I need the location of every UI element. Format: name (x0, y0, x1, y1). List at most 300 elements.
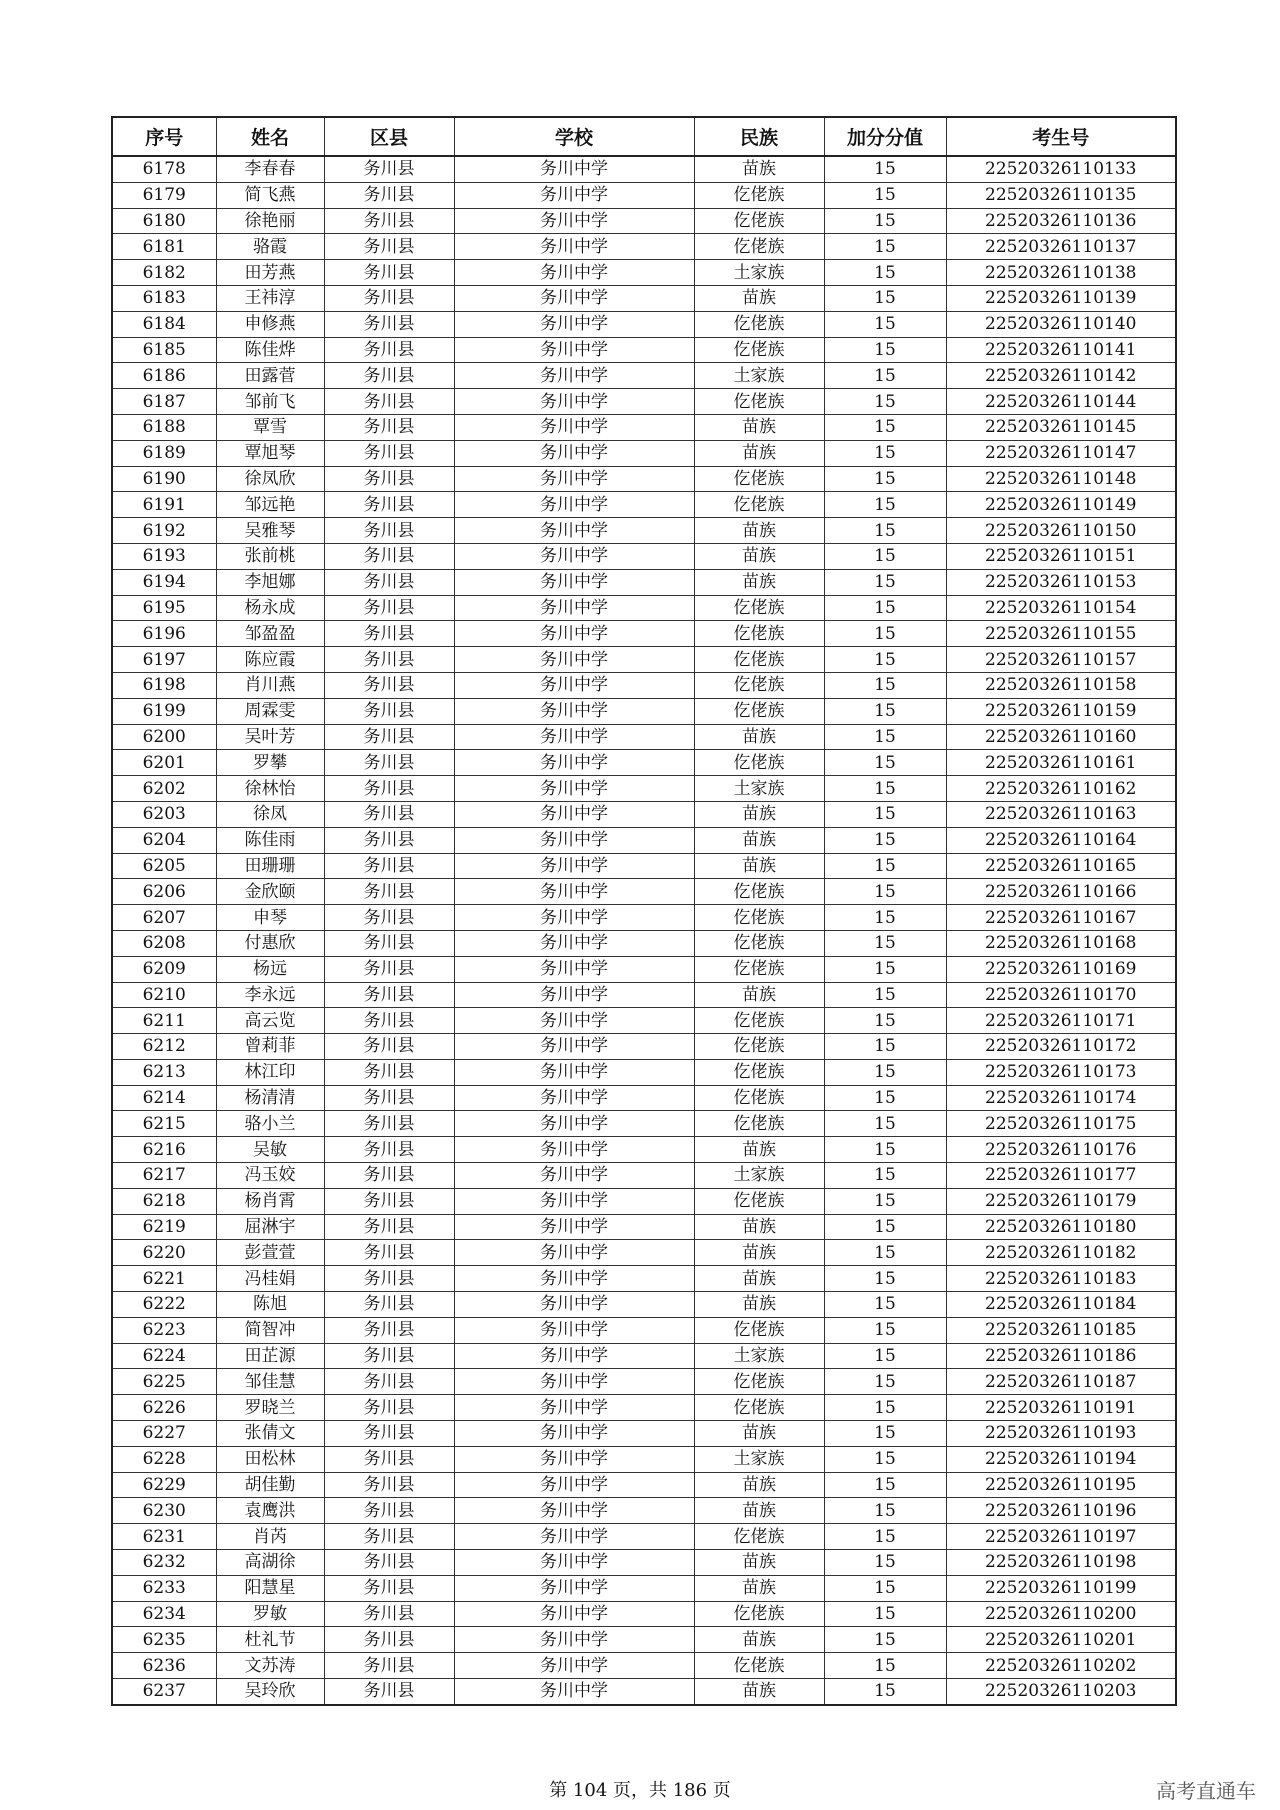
table-row (112, 1575, 1176, 1601)
cell-name: 彭萱萱 (216, 1240, 324, 1266)
cell-exam-id: 22520326110145 (946, 414, 1176, 440)
cell-school: 务川中学 (454, 1292, 694, 1318)
cell-seq: 6200 (112, 724, 216, 750)
cell-exam-id: 22520326110174 (946, 1085, 1176, 1111)
cell-name: 吴雅琴 (216, 518, 324, 544)
cell-seq: 6231 (112, 1524, 216, 1550)
cell-name: 覃雪 (216, 414, 324, 440)
cell-bonus: 15 (824, 1498, 946, 1524)
cell-name: 李春春 (216, 156, 324, 182)
cell-bonus: 15 (824, 1627, 946, 1653)
table-row (112, 569, 1176, 595)
cell-name: 陈佳烨 (216, 337, 324, 363)
table-row (112, 1266, 1176, 1292)
cell-name: 杨肖霄 (216, 1188, 324, 1214)
cell-seq: 6210 (112, 982, 216, 1008)
cell-exam-id: 22520326110172 (946, 1034, 1176, 1060)
cell-name: 申修燕 (216, 311, 324, 337)
cell-bonus: 15 (824, 956, 946, 982)
cell-exam-id: 22520326110167 (946, 905, 1176, 931)
cell-exam-id: 22520326110200 (946, 1601, 1176, 1627)
cell-exam-id: 22520326110187 (946, 1369, 1176, 1395)
cell-bonus: 15 (824, 285, 946, 311)
candidate-table (111, 116, 1177, 1706)
cell-bonus: 15 (824, 389, 946, 415)
cell-bonus: 15 (824, 543, 946, 569)
cell-name: 骆小兰 (216, 1111, 324, 1137)
cell-seq: 6206 (112, 879, 216, 905)
table-row (112, 982, 1176, 1008)
cell-seq: 6215 (112, 1111, 216, 1137)
cell-school: 务川中学 (454, 1266, 694, 1292)
cell-name: 阳慧星 (216, 1575, 324, 1601)
cell-school: 务川中学 (454, 595, 694, 621)
cell-ethnicity: 仡佬族 (694, 389, 824, 415)
cell-school: 务川中学 (454, 414, 694, 440)
table-row (112, 1292, 1176, 1318)
header-row (112, 117, 1176, 156)
cell-ethnicity: 苗族 (694, 285, 824, 311)
table-row (112, 1034, 1176, 1060)
cell-seq: 6186 (112, 363, 216, 389)
cell-name: 袁鹰洪 (216, 1498, 324, 1524)
cell-name: 张前桃 (216, 543, 324, 569)
cell-name: 徐艳丽 (216, 208, 324, 234)
cell-ethnicity: 苗族 (694, 543, 824, 569)
cell-school: 务川中学 (454, 1188, 694, 1214)
cell-school: 务川中学 (454, 285, 694, 311)
cell-name: 邹前飞 (216, 389, 324, 415)
cell-school: 务川中学 (454, 1240, 694, 1266)
cell-exam-id: 22520326110155 (946, 621, 1176, 647)
cell-school: 务川中学 (454, 1575, 694, 1601)
cell-school: 务川中学 (454, 776, 694, 802)
cell-exam-id: 22520326110148 (946, 466, 1176, 492)
cell-bonus: 15 (824, 1085, 946, 1111)
cell-exam-id: 22520326110159 (946, 698, 1176, 724)
cell-ethnicity: 仡佬族 (694, 647, 824, 673)
cell-seq: 6214 (112, 1085, 216, 1111)
cell-county: 务川县 (324, 1369, 454, 1395)
cell-school: 务川中学 (454, 311, 694, 337)
cell-bonus: 15 (824, 1214, 946, 1240)
cell-ethnicity: 仡佬族 (694, 1008, 824, 1034)
cell-exam-id: 22520326110153 (946, 569, 1176, 595)
table-row (112, 724, 1176, 750)
cell-county: 务川县 (324, 672, 454, 698)
cell-school: 务川中学 (454, 1137, 694, 1163)
cell-seq: 6193 (112, 543, 216, 569)
cell-name: 简飞燕 (216, 182, 324, 208)
cell-county: 务川县 (324, 492, 454, 518)
cell-school: 务川中学 (454, 853, 694, 879)
table-row (112, 414, 1176, 440)
cell-school: 务川中学 (454, 905, 694, 931)
cell-ethnicity: 仡佬族 (694, 208, 824, 234)
table-row (112, 363, 1176, 389)
cell-seq: 6232 (112, 1550, 216, 1576)
cell-ethnicity: 仡佬族 (694, 1524, 824, 1550)
cell-county: 务川县 (324, 956, 454, 982)
cell-bonus: 15 (824, 569, 946, 595)
cell-school: 务川中学 (454, 724, 694, 750)
cell-name: 文苏涛 (216, 1653, 324, 1679)
cell-exam-id: 22520326110183 (946, 1266, 1176, 1292)
cell-name: 杨永成 (216, 595, 324, 621)
cell-seq: 6178 (112, 156, 216, 182)
table-row (112, 905, 1176, 931)
cell-seq: 6217 (112, 1163, 216, 1189)
cell-exam-id: 22520326110177 (946, 1163, 1176, 1189)
cell-name: 徐凤欣 (216, 466, 324, 492)
cell-exam-id: 22520326110169 (946, 956, 1176, 982)
cell-bonus: 15 (824, 1188, 946, 1214)
cell-county: 务川县 (324, 801, 454, 827)
table-row (112, 285, 1176, 311)
cell-county: 务川县 (324, 363, 454, 389)
cell-exam-id: 22520326110168 (946, 930, 1176, 956)
table-row (112, 853, 1176, 879)
cell-exam-id: 22520326110194 (946, 1446, 1176, 1472)
cell-county: 务川县 (324, 595, 454, 621)
cell-bonus: 15 (824, 182, 946, 208)
cell-exam-id: 22520326110164 (946, 827, 1176, 853)
cell-name: 徐林怡 (216, 776, 324, 802)
cell-bonus: 15 (824, 905, 946, 931)
cell-ethnicity: 苗族 (694, 1240, 824, 1266)
cell-name: 肖川燕 (216, 672, 324, 698)
cell-school: 务川中学 (454, 234, 694, 260)
cell-school: 务川中学 (454, 1524, 694, 1550)
cell-bonus: 15 (824, 647, 946, 673)
cell-county: 务川县 (324, 1240, 454, 1266)
cell-exam-id: 22520326110133 (946, 156, 1176, 182)
cell-name: 吴玲欣 (216, 1679, 324, 1705)
table-row (112, 595, 1176, 621)
cell-school: 务川中学 (454, 621, 694, 647)
cell-exam-id: 22520326110176 (946, 1137, 1176, 1163)
cell-county: 务川县 (324, 1085, 454, 1111)
cell-county: 务川县 (324, 1395, 454, 1421)
cell-name: 罗敏 (216, 1601, 324, 1627)
table-row (112, 492, 1176, 518)
cell-school: 务川中学 (454, 801, 694, 827)
cell-ethnicity: 苗族 (694, 1575, 824, 1601)
table-row (112, 879, 1176, 905)
table-row (112, 672, 1176, 698)
cell-bonus: 15 (824, 311, 946, 337)
cell-name: 冯玉姣 (216, 1163, 324, 1189)
cell-school: 务川中学 (454, 750, 694, 776)
cell-ethnicity: 苗族 (694, 801, 824, 827)
table-row (112, 698, 1176, 724)
cell-school: 务川中学 (454, 672, 694, 698)
cell-county: 务川县 (324, 698, 454, 724)
cell-school: 务川中学 (454, 466, 694, 492)
cell-bonus: 15 (824, 1240, 946, 1266)
cell-ethnicity: 苗族 (694, 569, 824, 595)
cell-name: 田珊珊 (216, 853, 324, 879)
cell-seq: 6226 (112, 1395, 216, 1421)
cell-county: 务川县 (324, 1059, 454, 1085)
cell-seq: 6221 (112, 1266, 216, 1292)
cell-seq: 6219 (112, 1214, 216, 1240)
cell-exam-id: 22520326110144 (946, 389, 1176, 415)
cell-exam-id: 22520326110150 (946, 518, 1176, 544)
cell-ethnicity: 土家族 (694, 776, 824, 802)
cell-name: 田松林 (216, 1446, 324, 1472)
cell-seq: 6183 (112, 285, 216, 311)
table-row (112, 1421, 1176, 1447)
column-header: 学校 (454, 117, 694, 156)
cell-county: 务川县 (324, 260, 454, 286)
cell-exam-id: 22520326110197 (946, 1524, 1176, 1550)
cell-exam-id: 22520326110170 (946, 982, 1176, 1008)
cell-seq: 6228 (112, 1446, 216, 1472)
cell-county: 务川县 (324, 1446, 454, 1472)
cell-exam-id: 22520326110136 (946, 208, 1176, 234)
cell-county: 务川县 (324, 1292, 454, 1318)
table-row (112, 156, 1176, 182)
table-row (112, 1188, 1176, 1214)
cell-ethnicity: 苗族 (694, 853, 824, 879)
cell-bonus: 15 (824, 156, 946, 182)
cell-exam-id: 22520326110165 (946, 853, 1176, 879)
table-row (112, 466, 1176, 492)
cell-bonus: 15 (824, 1601, 946, 1627)
cell-name: 罗攀 (216, 750, 324, 776)
cell-seq: 6190 (112, 466, 216, 492)
cell-exam-id: 22520326110191 (946, 1395, 1176, 1421)
cell-ethnicity: 土家族 (694, 1343, 824, 1369)
cell-school: 务川中学 (454, 1317, 694, 1343)
cell-county: 务川县 (324, 182, 454, 208)
cell-bonus: 15 (824, 724, 946, 750)
cell-bonus: 15 (824, 234, 946, 260)
cell-ethnicity: 土家族 (694, 1163, 824, 1189)
cell-name: 邹佳慧 (216, 1369, 324, 1395)
cell-seq: 6179 (112, 182, 216, 208)
cell-name: 田芷源 (216, 1343, 324, 1369)
table-header (112, 117, 1176, 156)
table-row (112, 1601, 1176, 1627)
cell-exam-id: 22520326110184 (946, 1292, 1176, 1318)
cell-school: 务川中学 (454, 1163, 694, 1189)
table-row (112, 647, 1176, 673)
cell-seq: 6181 (112, 234, 216, 260)
cell-seq: 6236 (112, 1653, 216, 1679)
cell-bonus: 15 (824, 982, 946, 1008)
cell-exam-id: 22520326110173 (946, 1059, 1176, 1085)
cell-ethnicity: 苗族 (694, 1266, 824, 1292)
cell-name: 吴敏 (216, 1137, 324, 1163)
table-row (112, 1317, 1176, 1343)
cell-county: 务川县 (324, 1550, 454, 1576)
cell-seq: 6237 (112, 1679, 216, 1705)
cell-bonus: 15 (824, 1653, 946, 1679)
table-row (112, 776, 1176, 802)
cell-bonus: 15 (824, 1369, 946, 1395)
cell-ethnicity: 苗族 (694, 827, 824, 853)
cell-school: 务川中学 (454, 543, 694, 569)
cell-county: 务川县 (324, 1679, 454, 1705)
cell-seq: 6216 (112, 1137, 216, 1163)
cell-bonus: 15 (824, 621, 946, 647)
cell-ethnicity: 仡佬族 (694, 182, 824, 208)
cell-school: 务川中学 (454, 569, 694, 595)
cell-bonus: 15 (824, 363, 946, 389)
cell-seq: 6235 (112, 1627, 216, 1653)
cell-name: 杜礼节 (216, 1627, 324, 1653)
cell-ethnicity: 仡佬族 (694, 930, 824, 956)
cell-exam-id: 22520326110161 (946, 750, 1176, 776)
cell-seq: 6227 (112, 1421, 216, 1447)
cell-seq: 6188 (112, 414, 216, 440)
cell-exam-id: 22520326110175 (946, 1111, 1176, 1137)
cell-school: 务川中学 (454, 1472, 694, 1498)
cell-name: 徐凤 (216, 801, 324, 827)
cell-school: 务川中学 (454, 1679, 694, 1705)
cell-county: 务川县 (324, 879, 454, 905)
cell-county: 务川县 (324, 647, 454, 673)
table-row (112, 518, 1176, 544)
cell-county: 务川县 (324, 569, 454, 595)
cell-name: 冯桂娟 (216, 1266, 324, 1292)
cell-ethnicity: 苗族 (694, 1498, 824, 1524)
table-row (112, 1446, 1176, 1472)
cell-exam-id: 22520326110166 (946, 879, 1176, 905)
cell-name: 张倩文 (216, 1421, 324, 1447)
cell-exam-id: 22520326110147 (946, 440, 1176, 466)
cell-seq: 6187 (112, 389, 216, 415)
cell-ethnicity: 仡佬族 (694, 1188, 824, 1214)
cell-name: 田露菅 (216, 363, 324, 389)
cell-school: 务川中学 (454, 1214, 694, 1240)
table-row (112, 827, 1176, 853)
cell-name: 李旭娜 (216, 569, 324, 595)
cell-name: 李永远 (216, 982, 324, 1008)
cell-county: 务川县 (324, 621, 454, 647)
cell-exam-id: 22520326110201 (946, 1627, 1176, 1653)
table-row (112, 1653, 1176, 1679)
cell-seq: 6213 (112, 1059, 216, 1085)
cell-name: 金欣颐 (216, 879, 324, 905)
cell-bonus: 15 (824, 1472, 946, 1498)
cell-exam-id: 22520326110163 (946, 801, 1176, 827)
cell-school: 务川中学 (454, 1601, 694, 1627)
cell-exam-id: 22520326110158 (946, 672, 1176, 698)
cell-county: 务川县 (324, 311, 454, 337)
cell-seq: 6197 (112, 647, 216, 673)
table-row (112, 1008, 1176, 1034)
cell-ethnicity: 仡佬族 (694, 750, 824, 776)
cell-county: 务川县 (324, 930, 454, 956)
cell-bonus: 15 (824, 414, 946, 440)
cell-seq: 6195 (112, 595, 216, 621)
cell-county: 务川县 (324, 827, 454, 853)
cell-name: 屈淋宇 (216, 1214, 324, 1240)
cell-ethnicity: 仡佬族 (694, 492, 824, 518)
cell-name: 周霖雯 (216, 698, 324, 724)
cell-name: 陈旭 (216, 1292, 324, 1318)
cell-seq: 6180 (112, 208, 216, 234)
cell-school: 务川中学 (454, 1446, 694, 1472)
cell-bonus: 15 (824, 1679, 946, 1705)
cell-seq: 6222 (112, 1292, 216, 1318)
cell-ethnicity: 仡佬族 (694, 1395, 824, 1421)
cell-county: 务川县 (324, 750, 454, 776)
cell-seq: 6218 (112, 1188, 216, 1214)
cell-seq: 6212 (112, 1034, 216, 1060)
cell-exam-id: 22520326110137 (946, 234, 1176, 260)
cell-ethnicity: 仡佬族 (694, 1034, 824, 1060)
table-row (112, 543, 1176, 569)
table-body (112, 156, 1176, 1705)
cell-county: 务川县 (324, 1163, 454, 1189)
cell-name: 罗晓兰 (216, 1395, 324, 1421)
cell-ethnicity: 苗族 (694, 156, 824, 182)
cell-exam-id: 22520326110157 (946, 647, 1176, 673)
cell-seq: 6225 (112, 1369, 216, 1395)
cell-county: 务川县 (324, 905, 454, 931)
cell-bonus: 15 (824, 1292, 946, 1318)
cell-name: 邹远艳 (216, 492, 324, 518)
cell-county: 务川县 (324, 414, 454, 440)
cell-seq: 6191 (112, 492, 216, 518)
cell-school: 务川中学 (454, 1627, 694, 1653)
column-header: 民族 (694, 117, 824, 156)
cell-seq: 6202 (112, 776, 216, 802)
cell-county: 务川县 (324, 1266, 454, 1292)
watermark-text: 高考直通车 (1156, 1779, 1256, 1803)
cell-ethnicity: 仡佬族 (694, 466, 824, 492)
cell-bonus: 15 (824, 440, 946, 466)
cell-ethnicity: 苗族 (694, 1292, 824, 1318)
cell-school: 务川中学 (454, 156, 694, 182)
table-row (112, 234, 1176, 260)
cell-county: 务川县 (324, 1188, 454, 1214)
table-row (112, 1214, 1176, 1240)
cell-ethnicity: 苗族 (694, 1472, 824, 1498)
cell-school: 务川中学 (454, 518, 694, 544)
cell-county: 务川县 (324, 440, 454, 466)
table-row (112, 1059, 1176, 1085)
table-row (112, 1240, 1176, 1266)
table-row (112, 1343, 1176, 1369)
cell-ethnicity: 仡佬族 (694, 1085, 824, 1111)
cell-county: 务川县 (324, 337, 454, 363)
cell-exam-id: 22520326110142 (946, 363, 1176, 389)
table-row (112, 182, 1176, 208)
cell-name: 骆霞 (216, 234, 324, 260)
cell-school: 务川中学 (454, 1111, 694, 1137)
cell-bonus: 15 (824, 1446, 946, 1472)
cell-bonus: 15 (824, 1524, 946, 1550)
column-header: 姓名 (216, 117, 324, 156)
cell-county: 务川县 (324, 1627, 454, 1653)
cell-seq: 6192 (112, 518, 216, 544)
cell-bonus: 15 (824, 801, 946, 827)
cell-exam-id: 22520326110160 (946, 724, 1176, 750)
cell-exam-id: 22520326110139 (946, 285, 1176, 311)
cell-exam-id: 22520326110179 (946, 1188, 1176, 1214)
cell-exam-id: 22520326110149 (946, 492, 1176, 518)
cell-seq: 6185 (112, 337, 216, 363)
cell-county: 务川县 (324, 1421, 454, 1447)
cell-school: 务川中学 (454, 208, 694, 234)
cell-county: 务川县 (324, 853, 454, 879)
cell-bonus: 15 (824, 776, 946, 802)
